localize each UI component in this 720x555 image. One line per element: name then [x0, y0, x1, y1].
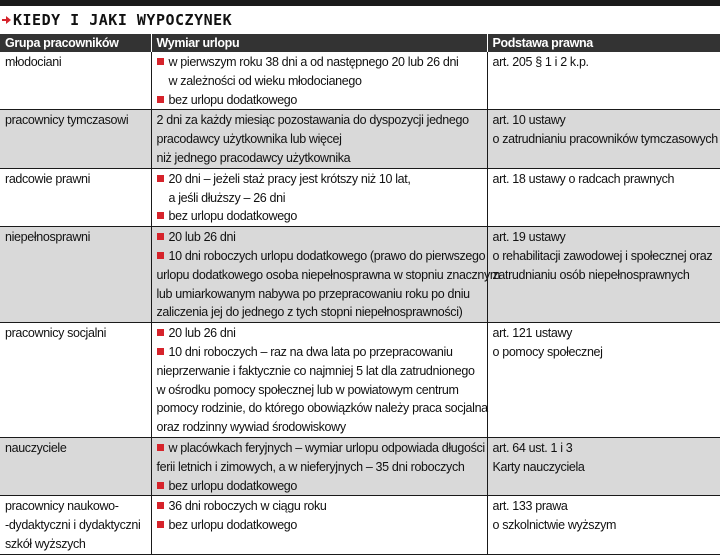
cell-group	[0, 323, 151, 438]
leave-line	[157, 170, 482, 189]
leave-text: oraz rodzinny wywiad środowiskowy	[156, 420, 346, 435]
table-row	[0, 227, 720, 323]
table-title: KIEDY I JAKI WYPOCZYNEK	[13, 11, 233, 29]
leave-line	[157, 477, 482, 496]
leave-line	[157, 362, 482, 381]
leave-text: a jeśli dłuższy – 26 dni	[168, 190, 286, 205]
leave-line	[157, 303, 482, 322]
leave-text: urlopu dodatkowego osoba niepełnosprawna w stopniu znacznym	[156, 267, 500, 282]
square-bullet-icon	[157, 212, 164, 219]
law-line: o rehabilitacji zawodowej i społecznej oraz	[492, 248, 713, 263]
cell-law	[487, 437, 720, 495]
square-bullet-icon	[157, 252, 164, 259]
leave-line	[157, 343, 482, 362]
leave-line	[157, 149, 482, 168]
leave-line	[157, 228, 482, 247]
arrow-right-icon	[2, 15, 11, 25]
leave-line	[157, 324, 482, 343]
leave-line	[156, 399, 488, 418]
leave-text: pomocy rodzinie, do którego obowiązków należy praca socjalna	[156, 401, 488, 416]
leave-line	[157, 72, 482, 91]
law-line: o zatrudnianiu pracowników tymczasowych	[492, 132, 718, 147]
cell-leave	[151, 227, 500, 323]
leave-line	[157, 516, 482, 535]
leave-text: niż jednego pracodawcy użytkownika	[156, 150, 351, 165]
leave-text: 36 dni roboczych w ciągu roku	[168, 499, 327, 514]
group-line: pracownicy naukowo-	[5, 499, 119, 514]
law-line: art. 64 ust. 1 i 3	[492, 440, 573, 455]
law-line: o szkolnictwie wyższym	[492, 518, 617, 533]
group-line: nauczyciele	[5, 440, 67, 455]
table-row	[0, 52, 720, 110]
leave-line	[157, 381, 482, 400]
leave-line	[157, 418, 482, 437]
cell-group	[0, 110, 151, 168]
cell-group	[0, 52, 151, 110]
leave-text: zaliczenia jej do jednego z tych stopni niepełnosprawności)	[156, 305, 463, 320]
cell-group	[0, 227, 151, 323]
leave-line	[157, 497, 482, 516]
table-row	[0, 496, 720, 554]
leave-line	[157, 458, 482, 477]
cell-group	[0, 168, 151, 226]
leave-text: 20 lub 26 dni	[168, 230, 236, 245]
leave-text: pracodawcy użytkownika lub więcej	[156, 132, 342, 147]
leave-text: nieprzerwanie i faktycznie co najmniej 5 lat dla zatrudnionego	[156, 363, 475, 378]
leave-line	[157, 53, 482, 72]
leave-text: 2 dni za każdy miesiąc pozostawania do dyspozycji jednego	[156, 113, 469, 128]
group-line: szkół wyższych	[5, 536, 86, 551]
cell-law	[487, 168, 720, 226]
leave-line	[157, 247, 486, 266]
cell-law	[487, 110, 720, 168]
column-header-law: Podstawa prawna	[487, 34, 720, 52]
law-line: art. 121 ustawy	[492, 326, 573, 341]
column-header-group: Grupa pracowników	[0, 34, 151, 52]
square-bullet-icon	[157, 233, 164, 240]
law-line: art. 133 prawa	[492, 499, 568, 514]
law-line: Karty nauczyciela	[492, 459, 585, 474]
leave-text: 10 dni roboczych – raz na dwa lata po przepracowaniu	[168, 344, 453, 359]
leave-line	[156, 266, 500, 285]
cell-law	[487, 227, 720, 323]
group-line: -dydaktyczni i dydaktyczni	[5, 518, 141, 533]
law-line: art. 10 ustawy	[492, 113, 566, 128]
leave-text: w pierwszym roku 38 dni a od następnego 20 lub 26 dni	[168, 55, 459, 69]
law-line: o pomocy społecznej	[492, 344, 603, 359]
group-line: pracownicy tymczasowi	[5, 113, 129, 128]
cell-leave	[151, 437, 487, 495]
cell-leave	[151, 52, 487, 110]
group-line: młodociani	[5, 55, 62, 69]
square-bullet-icon	[157, 348, 164, 355]
table-row	[0, 110, 720, 168]
square-bullet-icon	[157, 482, 164, 489]
law-line: zatrudnianiu osób niepełnosprawnych	[492, 267, 690, 282]
leave-text: lub umiarkowanym nabywa po przepracowaniu roku po dniu	[156, 286, 470, 301]
square-bullet-icon	[157, 175, 164, 182]
square-bullet-icon	[157, 58, 164, 65]
leave-line	[157, 91, 482, 110]
square-bullet-icon	[157, 329, 164, 336]
leave-text: w placówkach feryjnych – wymiar urlopu odpowiada długości	[168, 440, 485, 455]
leave-text: bez urlopu dodatkowego	[168, 518, 298, 533]
leave-text: 20 dni – jeżeli staż pracy jest krótszy niż 10 lat,	[168, 171, 411, 186]
cell-law	[487, 496, 720, 554]
law-line: art. 205 § 1 i 2 k.p.	[492, 55, 589, 69]
leave-text: w ośrodku pomocy społecznej lub w powiatowym centrum	[156, 382, 459, 397]
leave-line	[157, 111, 482, 130]
column-header-leave: Wymiar urlopu	[151, 34, 487, 52]
leave-text: w zależności od wieku młodocianego	[168, 73, 362, 88]
cell-law	[487, 323, 720, 438]
table-row	[0, 323, 720, 438]
leave-line	[157, 207, 482, 226]
header-row	[0, 34, 720, 52]
leave-text: ferii letnich i zimowych, a w nieferyjnych – 35 dni roboczych	[156, 459, 465, 474]
leave-line	[157, 130, 482, 149]
law-line: art. 19 ustawy	[492, 230, 566, 245]
square-bullet-icon	[157, 444, 164, 451]
leave-table	[0, 34, 720, 555]
cell-leave	[151, 323, 487, 438]
table-row	[0, 437, 720, 495]
leave-line	[157, 189, 482, 208]
title-row	[0, 6, 720, 34]
cell-law	[487, 52, 720, 110]
cell-leave	[151, 496, 487, 554]
square-bullet-icon	[157, 96, 164, 103]
group-line: niepełnosprawni	[5, 230, 91, 245]
square-bullet-icon	[157, 521, 164, 528]
leave-text: bez urlopu dodatkowego	[168, 92, 298, 107]
cell-leave	[151, 110, 487, 168]
leave-text: bez urlopu dodatkowego	[168, 478, 298, 493]
cell-group	[0, 496, 151, 554]
leave-line	[157, 439, 485, 458]
group-line: radcowie prawni	[5, 171, 91, 186]
law-line: art. 18 ustawy o radcach prawnych	[492, 171, 675, 186]
table-row	[0, 168, 720, 226]
leave-text: bez urlopu dodatkowego	[168, 209, 298, 224]
leave-line	[157, 285, 482, 304]
square-bullet-icon	[157, 502, 164, 509]
leave-text: 20 lub 26 dni	[168, 326, 236, 341]
leave-text: 10 dni roboczych urlopu dodatkowego (prawo do pierwszego	[168, 248, 486, 263]
cell-leave	[151, 168, 487, 226]
cell-group	[0, 437, 151, 495]
group-line: pracownicy socjalni	[5, 326, 107, 341]
